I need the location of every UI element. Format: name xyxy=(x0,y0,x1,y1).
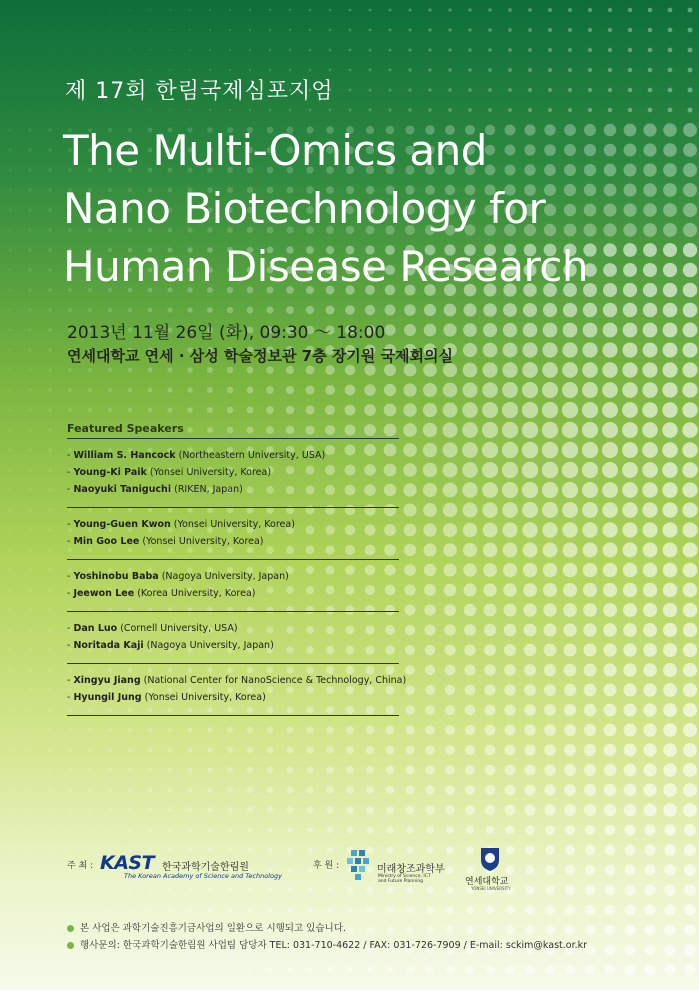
speaker-name: Young-Guen Kwon xyxy=(73,519,171,530)
yonsei-english-name: YONSEI UNIVERSITY xyxy=(471,886,511,891)
event-title xyxy=(63,122,683,296)
speaker-group xyxy=(67,508,399,560)
kast-korean-name: 한국과학기술한림원 xyxy=(162,862,249,873)
speaker-affiliation: (Korea University, Korea) xyxy=(137,588,256,599)
speaker-affiliation: (Nagoya University, Japan) xyxy=(146,640,274,651)
title-line-3: Human Disease Research xyxy=(63,242,589,291)
speaker-group xyxy=(67,612,399,664)
yonsei-name: 연세대학교 xyxy=(465,877,509,887)
event-venue: 연세대학교 연세 · 삼성 학술정보관 7층 장기원 국제회의실 xyxy=(67,347,453,365)
speaker-affiliation: (RIKEN, Japan) xyxy=(174,484,243,495)
speaker-name: Naoyuki Taniguchi xyxy=(73,484,172,495)
yonsei-shield-icon xyxy=(479,846,501,872)
event-date: 2013년 11월 26일 (화), 09:30 ～ 18:00 xyxy=(67,323,386,343)
speaker-affiliation: (Cornell University, USA) xyxy=(120,623,238,634)
speaker-item: - Noritada Kaji (Nagoya University, Japan) xyxy=(67,640,274,651)
bullet-icon xyxy=(67,925,74,932)
msip-emblem-icon xyxy=(345,848,377,888)
speaker-group xyxy=(67,439,399,508)
msip-logo xyxy=(345,846,455,891)
speaker-name: Young-Ki Paik xyxy=(73,467,147,478)
speaker-name: William S. Hancock xyxy=(73,450,176,461)
speaker-item: - Min Goo Lee (Yonsei University, Korea) xyxy=(67,536,264,547)
msip-name: 미래창조과학부 xyxy=(377,864,445,875)
speaker-affiliation: (Northeastern University, USA) xyxy=(178,450,326,461)
kast-mark: KAST xyxy=(100,852,155,874)
speaker-name: Min Goo Lee xyxy=(73,536,140,547)
sponsor-label: 후 원 : xyxy=(313,861,340,871)
footer-contact: 행사문의: 한국과학기술한림원 사업팀 담당자 TEL: 031-710-4622 / FAX: 031-726-7909 / E-mail: sckim@kast.or.kr xyxy=(67,937,667,954)
kast-english-name: The Korean Academy of Science and Technology xyxy=(124,872,282,880)
speaker-affiliation: (Nagoya University, Japan) xyxy=(161,571,289,582)
speaker-item: - Naoyuki Taniguchi (RIKEN, Japan) xyxy=(67,484,243,495)
speaker-affiliation: (Yonsei University, Korea) xyxy=(144,692,266,703)
title-line-2: Nano Biotechnology for xyxy=(63,184,546,233)
speaker-name: Jeewon Lee xyxy=(73,588,135,599)
speaker-name: Yoshinobu Baba xyxy=(73,571,159,582)
speaker-item: - Jeewon Lee (Korea University, Korea) xyxy=(67,588,256,599)
speaker-name: Hyungil Jung xyxy=(73,692,142,703)
featured-speakers xyxy=(67,422,407,716)
footer-note: 본 사업은 과학기술진흥기금사업의 일환으로 시행되고 있습니다. xyxy=(67,920,667,937)
speaker-item: - Xingyu Jiang (National Center for NanoScience & Technology, China) xyxy=(67,675,407,686)
speaker-name: Dan Luo xyxy=(73,623,118,634)
speaker-name: Xingyu Jiang xyxy=(73,675,141,686)
speaker-affiliation: (National Center for NanoScience & Technology, China) xyxy=(143,675,407,686)
speaker-item: - Dan Luo (Cornell University, USA) xyxy=(67,623,238,634)
speaker-affiliation: (Yonsei University, Korea) xyxy=(142,536,264,547)
host-label: 주 최 : xyxy=(67,861,94,871)
kast-logo xyxy=(100,852,282,880)
speakers-heading: Featured Speakers xyxy=(67,422,399,439)
title-line-1: The Multi-Omics and xyxy=(63,126,487,175)
speaker-affiliation: (Yonsei University, Korea) xyxy=(149,467,272,478)
speaker-affiliation: (Yonsei University, Korea) xyxy=(173,519,295,530)
yonsei-logo xyxy=(463,846,533,891)
speaker-item: - Hyungil Jung (Yonsei University, Korea) xyxy=(67,692,266,703)
footer xyxy=(67,920,667,954)
speaker-group xyxy=(67,560,399,612)
msip-english-name: Ministry of Science, ICT and Future Planning xyxy=(378,874,431,884)
event-subtitle: 제 17회 한림국제심포지엄 xyxy=(65,79,334,104)
speaker-item: - Young-Ki Paik (Yonsei University, Korea) xyxy=(67,467,272,478)
speaker-group xyxy=(67,664,407,716)
speaker-groups xyxy=(67,439,407,716)
speaker-item: - Yoshinobu Baba (Nagoya University, Japan) xyxy=(67,571,289,582)
speaker-item: - William S. Hancock (Northeastern University, USA) xyxy=(67,450,326,461)
bullet-icon xyxy=(67,942,74,949)
speaker-item: - Young-Guen Kwon (Yonsei University, Korea) xyxy=(67,519,295,530)
speaker-name: Noritada Kaji xyxy=(73,640,144,651)
